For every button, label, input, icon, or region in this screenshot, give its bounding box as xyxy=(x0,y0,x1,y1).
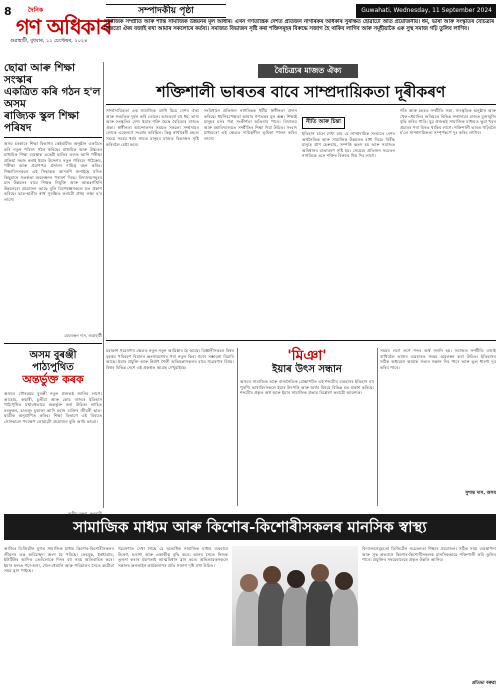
teens-photo xyxy=(232,546,358,646)
headline-education-line2: একত্ৰিত কৰি গঠন হ'ল অসম xyxy=(4,86,101,110)
sub-headline-secondary: ইয়াৰ উৎস সন্ধান xyxy=(272,364,342,375)
headline-education xyxy=(4,62,102,134)
left-column xyxy=(4,48,102,508)
headline-history xyxy=(4,350,102,387)
headline-history-line2: পাঠ্যপুথিত xyxy=(32,362,74,373)
logo-tagline: দৈনিক xyxy=(28,7,44,14)
article-education-body: অসম চৰকাৰে শিক্ষা বিভাগৰ কেইবাটাও অনুষ্ঠান একত্ৰিত কৰি নতুন পৰিষদ গঠন কৰিছে। মাধ্যমিক আৰু উচ্চতৰ মাধ্যমিক শিক্ষা ব্যৱস্থাক একেটা ছাতিৰ তলত আনি পৰীক্ষা প্ৰক্ৰিয়া সহজ কৰাই ইয়াৰ উদ্দেশ্য। নতুন পৰিষদে পাঠ্যক্ৰম, পৰীক্ষা আৰু প্ৰমাণপত্ৰ প্ৰদানৰ দায়িত্ব বহন কৰিব। শিক্ষাবিদসকলে এই সিদ্ধান্তক আদৰণি জনাইছে যদিও কিছুমানে সতৰ্কতা অৱলম্বনৰ পৰামৰ্শ দিছে। বিদ্যালয়সমূহৰ মান উন্নয়নৰ বাবে শিক্ষক নিযুক্তি আৰু আন্তঃগাঁথনি উন্নয়নৰো প্ৰয়োজন আছে বুলি বিশেষজ্ঞসকলে মত প্ৰকাশ কৰিছে। ছাত্ৰ-ছাত্ৰীৰ স্বাৰ্থ সুৰক্ষিত কৰাটো প্ৰথম লক্ষ্য হ'ব লাগে। xyxy=(4,141,102,202)
section-label: সম্পাদকীয় পৃষ্ঠা xyxy=(106,4,226,18)
main-article-col2: সংবিধানে প্ৰতিজন নাগৰিকক ধৰ্মীয় স্বাধীনতা প্ৰদান কৰিছে। ধৰ্মনিৰপেক্ষতা আমাৰ গণতন্ত্ৰৰ মূল স্তম্ভ। শিক্ষাই মানুহৰ মনৰ পৰা সংকীৰ্ণতা আঁতৰাব পাৰে। বিদ্যালয় আৰু মহাবিদ্যালয়ত সম্প্ৰীতিৰ শিক্ষা দিয়া উচিত। সংবাদ মাধ্যমৰো এই ক্ষেত্ৰত দায়িত্বশীল ভূমিকা পালন কৰিব লাগে। xyxy=(204,108,297,141)
column-divider xyxy=(377,348,378,506)
editorial-intro: সামাজিক সম্প্ৰীতি আৰু শান্তি সামাজিক উন্নয়নৰ মূল আধাৰ। এখন গণতান্ত্ৰিক দেশত প্ৰতিজন নাগৰিকৰ অধিকাৰ সুৰক্ষিত হোৱাটো অতি প্ৰয়োজনীয়। ধৰ্ম, ভাষা আৰু সংস্কৃতিৰ বৈচিত্ৰ্যৰ মাজতো ঐক্য বজাই ৰখা আমাৰ সকলোৰে কৰ্তব্য। সমাজত বিভাজন সৃষ্টি কৰা শক্তিসমূহৰ বিৰুদ্ধে সজাগ হৈ থাকিব লাগিব আৰু সমূহীয়াকৈ এক সুস্থ সমাজ গঢ়ি তুলিব লাগিব। xyxy=(104,19,494,32)
person-figure xyxy=(330,588,358,646)
bottom-article-col2: গৱেষণাত দেখা গৈছে যে অত্যধিক সামাজিক মাধ্যম ব্যৱহাৰে উদ্বেগ, হতাশা আৰু একাকীত্ব বৃদ্ধি কৰে। আনৰ সৈতে নিজক তুলনা কৰাৰ প্ৰৱণতাই আত্মবিশ্বাস হ্ৰাস কৰে। অভিভাৱকসকলে সন্তানৰ অনলাইন কাৰ্যকলাপৰ প্ৰতি সজাগ দৃষ্টি ৰখা উচিত। xyxy=(118,546,228,568)
headline-history-line3: অন্তৰ্ভুক্ত কৰক xyxy=(22,373,84,386)
bottom-article-col3: বিদ্যালয়সমূহতো ডিজিটেল সচেতনতা শিক্ষাৰ প্ৰয়োজন। সঠিক সময় ব্যৱস্থাপনা আৰু সুস্থ অভ্যাসে কিশোৰ-কিশোৰীসকলক মানসিকভাৱে শক্তিশালী কৰি তুলিব পাৰে। প্ৰযুক্তিৰ সদ্ব্যৱহাৰেহে প্ৰকৃত উন্নতি আনিব। xyxy=(362,546,496,563)
newspaper-logo xyxy=(16,5,112,39)
divider xyxy=(4,343,102,344)
main-article-col4: গাঁও আৰু চহৰত সম্প্ৰীতি সভা, সাংস্কৃতিক অনুষ্ঠান আৰু খেল-ধেমালিৰ জৰিয়তে বিভিন্ন সম্প্ৰদায়ৰ মাজত বুজাবুজি বৃদ্ধি কৰিব পাৰি। যুৱ প্ৰজন্মই সামাজিক মাধ্যমত ভুৱা খবৰ প্ৰচাৰৰ পৰা বিৰত থাকিব লাগে। শক্তিশালী ভাৰত গঢ়িবলৈ হ'লে সাম্প্ৰদায়িকতা সম্পূৰ্ণৰূপে দূৰ কৰিব লাগিব। xyxy=(400,108,496,136)
column-divider xyxy=(237,348,238,506)
main-article-col3-wrap xyxy=(302,108,395,328)
article-history-body: অসমৰ গৌৰৱময় বুৰঞ্জী নতুন প্ৰজন্মই জানিব লাগে। আহোম, কছাৰী, চুতীয়া আৰু কোচ ৰাজ্যৰ ইতিহাস পাঠ্যপুথিত যথাযথভাৱে অন্তৰ্ভুক্ত কৰা উচিত। লাচিত বৰফুকন, চাওলুং চুকাফা আদি মহান ব্যক্তিৰ জীৱনী ছাত্ৰ-ছাত্ৰীক অনুপ্ৰাণিত কৰিব। শিক্ষা বিভাগে এই বিষয়ত সোনকালে পদক্ষেপ লোৱাটো প্ৰয়োজন বুলি আমি ভাবো। xyxy=(4,391,102,424)
headline-education-line1: ছোৱা আৰু শিক্ষা সংস্কাৰ xyxy=(4,62,76,86)
bottom-article-col1: আজিৰ ডিজিটেল যুগত সামাজিক মাধ্যম কিশোৰ-কিশোৰীসকলৰ জীৱনৰ এক অবিচ্ছেদ্য অংশ হৈ পৰিছে। ফেচবুক, ইনষ্টাগ্ৰাম, ইউটিউব আদিত তেওঁলোকে দিনৰ বহু সময় অতিবাহিত কৰে। ইয়াৰ ফলত পঢ়া-শুনা, খেল-ধেমালি আৰু পৰিয়ালৰ সৈতে কটোৱা সময় হ্ৰাস পাইছে। xyxy=(4,546,114,574)
column-divider xyxy=(103,62,104,508)
divider xyxy=(4,137,102,138)
sub-headline: 'মিঞা' xyxy=(287,348,327,364)
logo-title: গণ অধিকাৰ xyxy=(16,14,112,39)
main-article-col1: সাম্প্ৰদায়িকতা এক সামাজিক ব্যাধি যিয়ে দেশৰ ঐক্য আৰু সংহতিক দুৰ্বল কৰি তোলে। ভাৰতবৰ্ষ বহু ধৰ্ম, ভাষা আৰু সংস্কৃতিৰ দেশ। ইয়াৰ শক্তি হৈছে বৈচিত্ৰ্যৰ মাজত ঐক্য। স্বাধীনতা আন্দোলনৰ সময়ত সকলো সম্প্ৰদায়ৰ লোকে একেলগে সংগ্ৰাম কৰিছিল। কিন্তু স্বাৰ্থান্বেষী মহলে সময়ে সময়ে ধৰ্মৰ নামত মানুহৰ মাজত বিভাজন সৃষ্টি কৰিবলৈ চেষ্টা কৰে। xyxy=(106,108,199,147)
bottom-article-author: প্ৰতিভা বৰুৱা xyxy=(471,681,496,686)
sub-article-center-body: অসমৰ সামাজিক আৰু ৰাজনৈতিক প্ৰেক্ষাপটত এই শব্দটোৰ ব্যৱহাৰৰ ইতিহাস বহু পুৰণি। ভাষাবিদসকলে ইয়াৰ উৎপত্তি আৰু অৰ্থৰ বিষয়ে বিভিন্ন মত প্ৰকাশ কৰিছে। শব্দটোৰ প্ৰকৃত অৰ্থ আৰু ইয়াৰ সামাজিক প্ৰভাৱ বিশ্লেষণ কৰাটো আৱশ্যক। xyxy=(240,379,374,396)
sub-article-author: সুশান্ত দাস, অসম xyxy=(465,491,496,496)
article-kicker: বৈচিত্ৰ্যৰ মাজত ঐক্য xyxy=(258,64,358,78)
main-subhead: নীতি আৰু চিন্তা xyxy=(302,117,345,129)
main-headline: শক্তিশালী ভাৰতৰ বাবে সাম্প্ৰদায়িকতা দূৰীকৰণ xyxy=(106,82,496,105)
bottom-headline: সামাজিক মাধ্যম আৰু কিশোৰ-কিশোৰীসকলৰ মানসিক স্বাস্থ্য xyxy=(4,514,496,540)
sub-article-right xyxy=(380,348,496,506)
article-education-credit: মেঘৰঞ্জন দাস, গুৱাহাটী xyxy=(64,333,102,338)
sub-article-center xyxy=(240,348,374,506)
page-number: 8 xyxy=(4,5,12,18)
dateline: গুৱাহাটী, বুধবাৰ, ১১ চেপ্টেম্বৰ, ২০২৪ xyxy=(10,38,88,44)
sub-article-right-body: সময়ৰ লগে লগে শব্দৰ অৰ্থ সলনি হয়। সমাজত সম্প্ৰীতি বজাই ৰাখিবলৈ ভাষাৰ ব্যৱহাৰত সংযম অৱলম্বন কৰা উচিত। ইতিহাসৰ সঠিক অধ্যয়নে আমাক সত্যৰ সন্ধান দিব পাৰে আৰু ভুল ধাৰণা দূৰ কৰিব পাৰে। xyxy=(380,348,496,370)
edition-line: Guwahati, Wednesday, 11 September 2024 xyxy=(356,4,496,18)
main-article-col3: ইতিহাস চালে দেখা যায় যে সাম্প্ৰদায়িক সংঘাতে দেশৰ অৰ্থনৈতিক আৰু সামাজিক উন্নয়নত বাধা দিয়ে। নিৰীহ মানুহে প্ৰাণ হেৰুৱায়, সম্পত্তি ধ্বংস হয় আৰু সমাজত অবিশ্বাসৰ বাতাবৰণ সৃষ্টি হয়। সেয়েহে প্ৰতিজন সচেতন নাগৰিকে এনে শক্তিৰ বিৰুদ্ধে থিয় দিব লাগে। xyxy=(302,131,395,159)
sub-article-left: মহাকাশ গৱেষণাৰ ক্ষেত্ৰত নতুন নতুন আৱিষ্কাৰ হৈ আছে। বিজ্ঞানীসকলে বিশ্বৰ বৃহত্তম পৰিবহণ বিমানৰ ধ্বংসাৱশেষৰ পৰা নতুন কিবা গঢ়াৰ সম্ভাৱনা বিচাৰি আছে। ইয়াৰ প্ৰযুক্তি আৰু নিৰ্মাণ শৈলী অভিযন্তাসকলৰ বাবে গৱেষণাৰ বিষয়। বিশ্বৰ বিভিন্ন দেশে এই প্ৰকল্পত আগ্ৰহ দেখুৱাইছে। xyxy=(106,348,234,370)
section-divider xyxy=(106,340,496,341)
headline-history-line1: অসম বুৰঞ্জী xyxy=(29,350,77,361)
headline-education-line3: ৰাজ্যিক স্কুল শিক্ষা পৰিষদ xyxy=(4,110,80,134)
